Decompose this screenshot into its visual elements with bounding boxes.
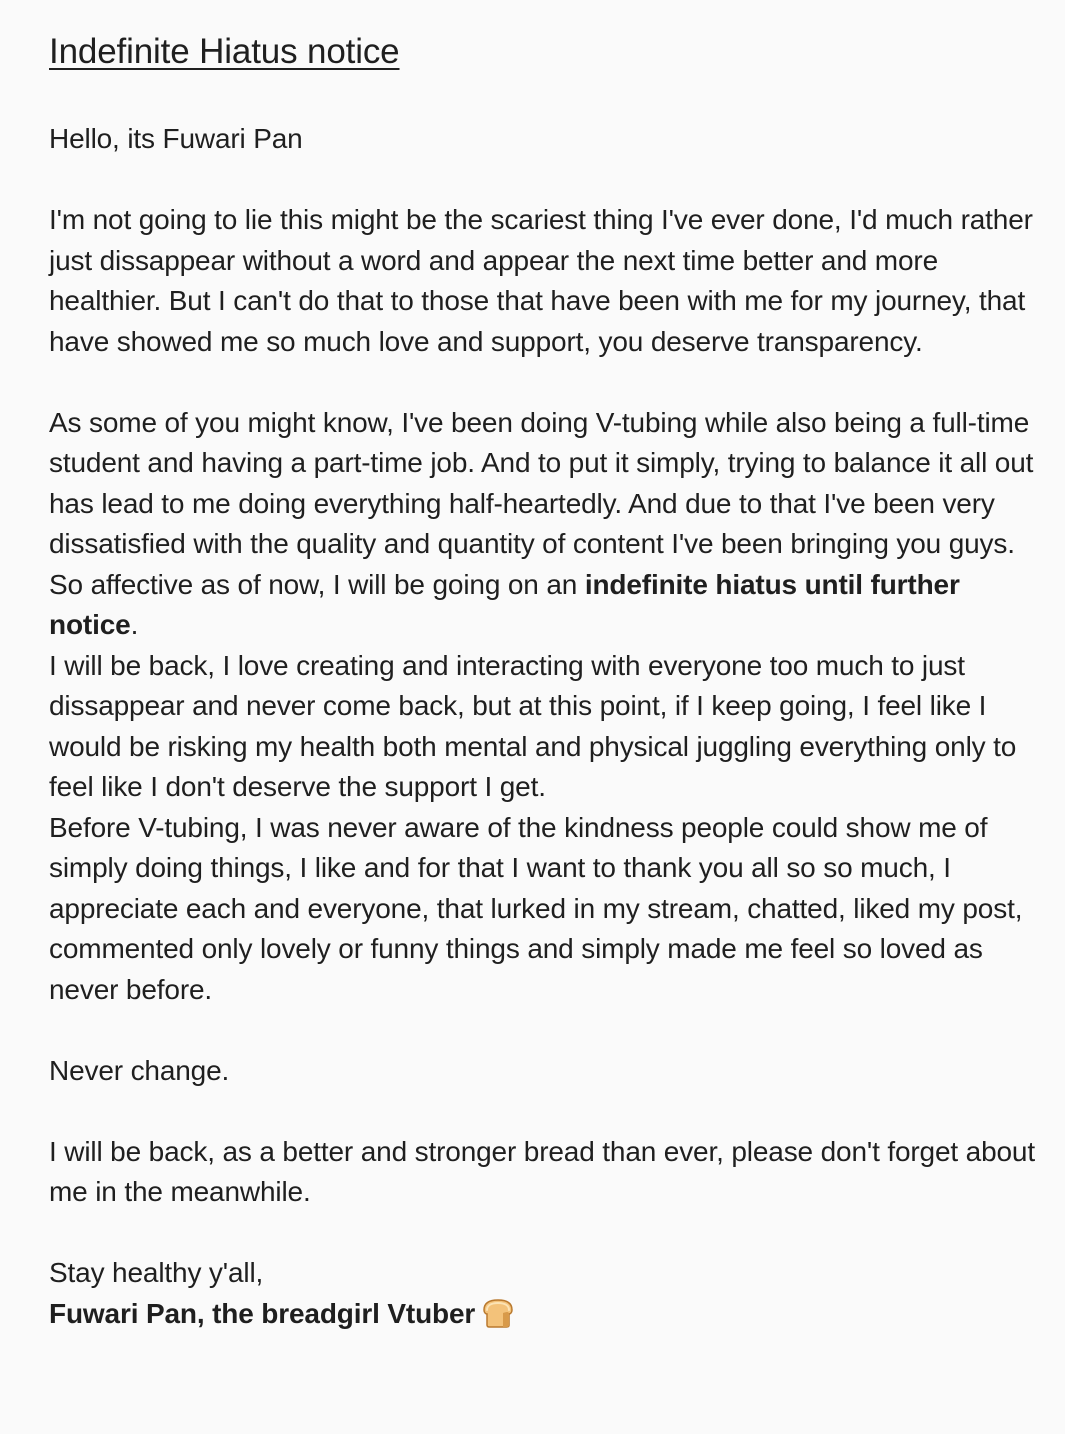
paragraph-return: I will be back, I love creating and interacting with everyone too much to just dissappear and never come back, but at this point, if I keep going, I feel like I would be risking my health both mental and physical juggling everything only to feel like I don't deserve the support I get. [49, 649, 1017, 802]
paragraph-announcement [49, 565, 1039, 646]
paragraph-promise: I will be back, as a better and stronger bread than ever, please don't forget about me in the meanwhile. [49, 1135, 1035, 1207]
greeting: Hello, its Fuwari Pan [49, 123, 303, 154]
paragraph-never-change: Never change. [49, 1054, 230, 1086]
paragraph-intro: I'm not going to lie this might be the scariest thing I've ever done, I'd much rather just dissappear without a word and appear the next time better and more healthier. But I can't do that to those that have been with me for my journey, that have showed me so much love and support, you deserve transparency. [49, 204, 1033, 357]
paragraph-gap [49, 362, 1039, 403]
signature-line [49, 1294, 1039, 1335]
paragraph-gap [49, 1091, 1039, 1132]
bread-icon [481, 1298, 515, 1328]
announcement-period: . [130, 609, 139, 640]
paragraph-gap [49, 1213, 1039, 1254]
paragraph-background: As some of you might know, I've been doing V-tubing while also being a full-time student and having a part-time job. And to put it simply, trying to balance it all out has lead to me doing everything half-heartedly. And due to that I've been very dissatisfied with the quality and quantity of content I've been bringing you guys. [49, 406, 1034, 559]
notice-title: Indefinite Hiatus notice [49, 32, 400, 71]
paragraph-gap [49, 1010, 1039, 1051]
signature: Fuwari Pan, the breadgirl Vtuber [49, 1297, 476, 1329]
paragraph-thanks: Before V-tubing, I was never aware of the kindness people could show me of simply doing things, I like and for that I want to thank you all so so much, I appreciate each and everyone, that lurked in my stream, chatted, liked my post, commented only lovely or funny things and simply made me feel so loved as never before. [49, 811, 1023, 1005]
closing-line: Stay healthy y'all, [49, 1257, 264, 1288]
announcement-text: So affective as of now, I will be going on an [49, 568, 585, 600]
paragraph-gap [49, 160, 1039, 201]
announcement-emphasis: indefinite hiatus until further notice [49, 568, 960, 640]
